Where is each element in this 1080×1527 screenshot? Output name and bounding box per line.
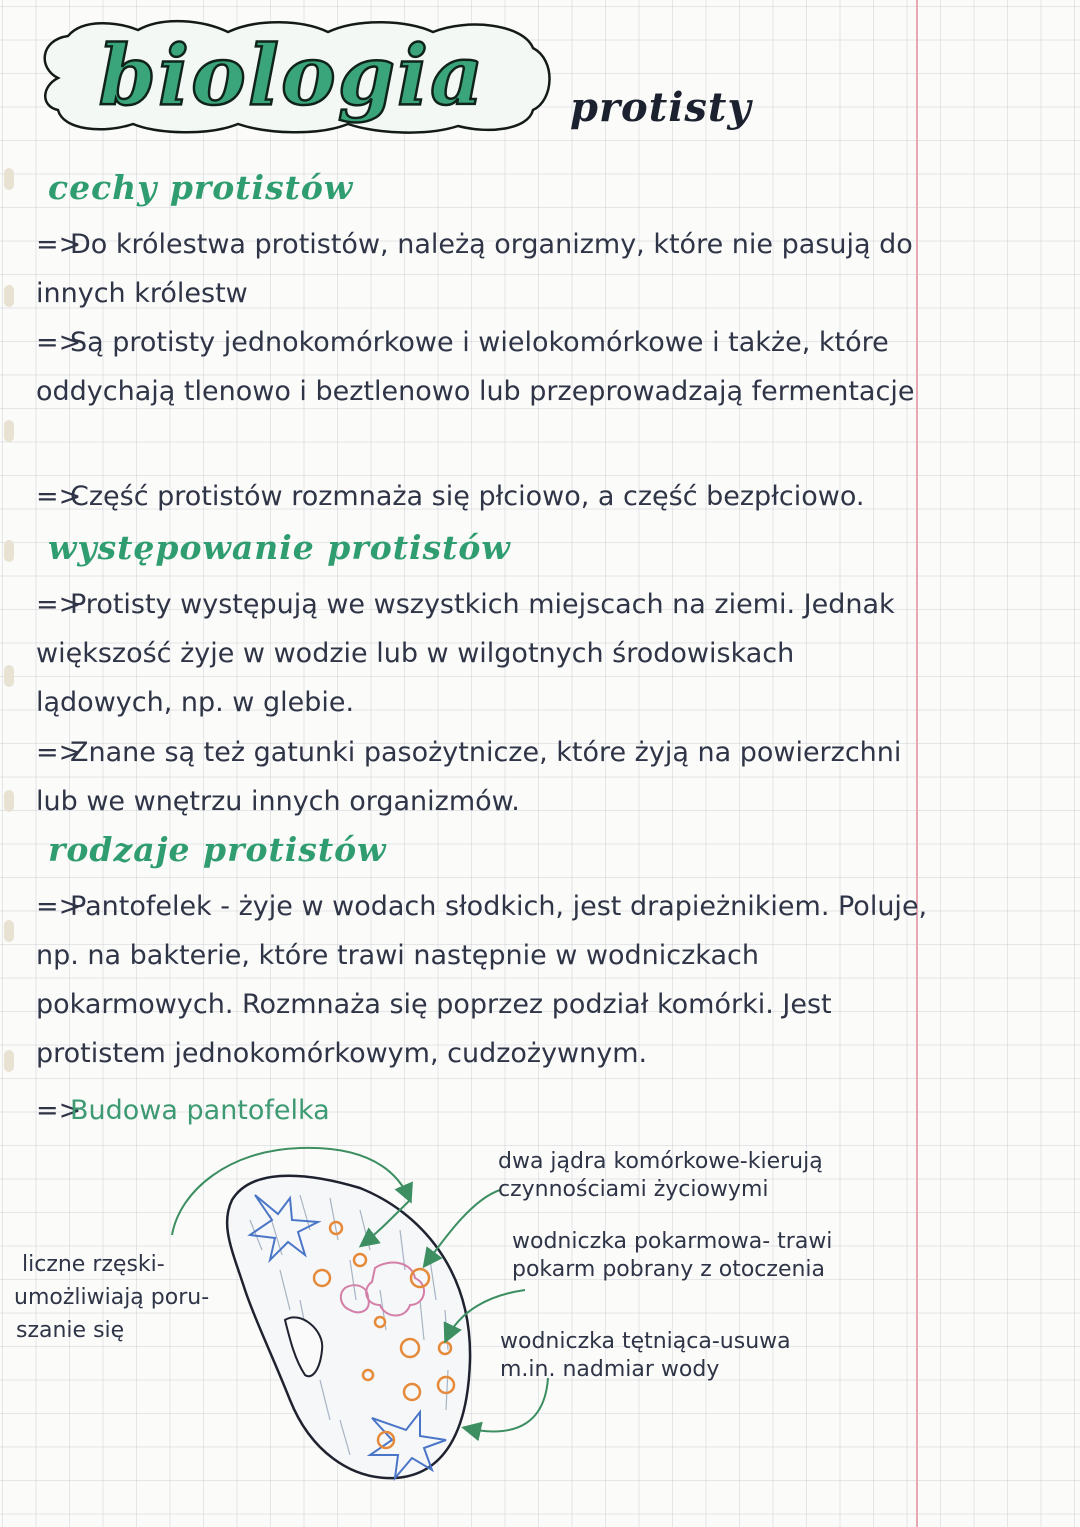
label-food-vacuole: wodniczka pokarmowa- trawi pokarm pobrany z otoczenia [512, 1229, 833, 1282]
page-title: biologia [98, 28, 486, 124]
label-cilia: liczne rzęski- umożliwiają poru- szanie się [14, 1252, 210, 1343]
paramecium-body [227, 1176, 470, 1478]
section-heading: występowanie protistów [48, 528, 511, 567]
arrow-bullet: => [36, 1095, 82, 1126]
arrow-bullet: => [36, 229, 82, 260]
paragraph: =>Pantofelek - żyje w wodach słodkich, jest drapieżnikiem. Poluje, np. na bakterie, które trawi następnie w wodniczkach pokarmowych. Rozmnaża się poprzez podział komórki. Jest protistem jednokomórkowym, cudzożywnym. [36, 882, 936, 1078]
paragraph: =>Znane są też gatunki pasożytnicze, które żyją na powierzchni lub we wnętrzu innych organizmów. [36, 728, 936, 826]
paragraph: =>Są protisty jednokomórkowe i wielokomórkowe i także, które oddychają tlenowo i beztlenowo lub przeprowadzają fermentacje [36, 318, 936, 416]
arrow-bullet: => [36, 737, 82, 768]
arrow-bullet: => [36, 589, 82, 620]
label-nuclei: dwa jądra komórkowe-kierują czynnościami życiowymi [498, 1149, 823, 1202]
page-subtitle: protisty [570, 84, 752, 131]
section-heading: rodzaje protistów [48, 830, 387, 869]
arrow-bullet: => [36, 481, 82, 512]
arrow-bullet: => [36, 327, 82, 358]
label-contractile-vacuole: wodniczka tętniąca-usuwa m.in. nadmiar wody [500, 1329, 791, 1382]
paragraph: =>Protisty występują we wszystkich miejscach na ziemi. Jednak większość żyje w wodzie lub w wilgotnych środowiskach lądowych, np. w glebie. [36, 580, 936, 727]
arrow-bullet: => [36, 891, 82, 922]
paragraph: =>Część protistów rozmnaża się płciowo, a część bezpłciowo. [36, 472, 936, 521]
paragraph: =>Do królestwa protistów, należą organizmy, które nie pasują do innych królestw [36, 220, 936, 318]
paragraph-diagram-title: =>Budowa pantofelka [36, 1086, 936, 1135]
section-heading: cechy protistów [48, 168, 354, 207]
